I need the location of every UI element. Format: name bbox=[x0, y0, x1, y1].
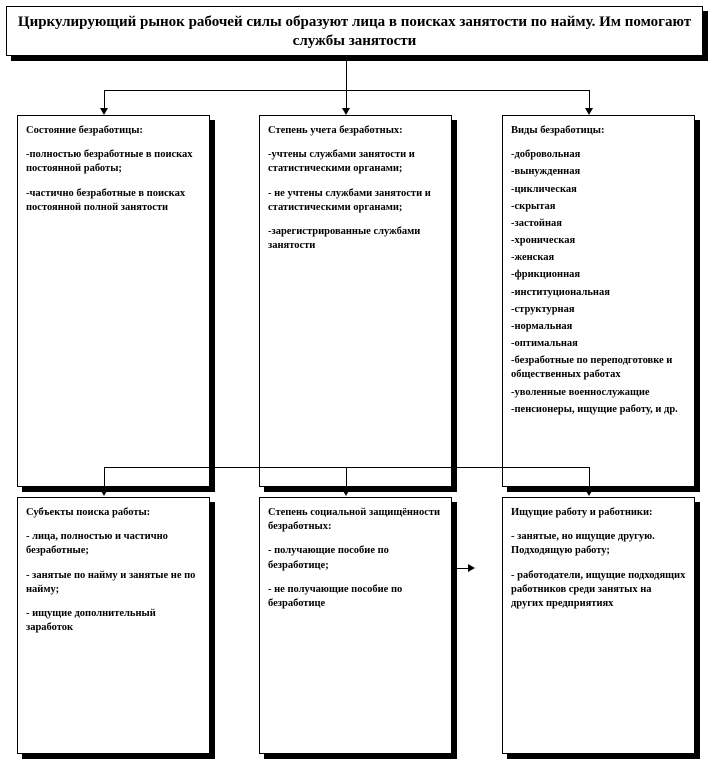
arrow-col3-row2 bbox=[585, 489, 593, 496]
row1-col1-list bbox=[26, 148, 201, 215]
row2-col1-list bbox=[26, 530, 201, 635]
arrow-col2-row1 bbox=[342, 108, 350, 115]
row2-col2-heading: Степень социальной защищённости безработных: bbox=[268, 507, 441, 533]
list-item: - ищущие дополнительный заработок bbox=[26, 607, 156, 634]
row1-col1-box bbox=[17, 115, 210, 487]
row1-col2-list bbox=[268, 148, 443, 253]
list-item: -оптимальная bbox=[511, 338, 578, 350]
row1-col1-heading: Состояние безработицы: bbox=[26, 125, 143, 136]
title-box: Циркулирующий рынок рабочей силы образуют лица в поисках занятости по найму. Им помогают службы занятости bbox=[6, 6, 703, 56]
list-item: -институциональная bbox=[511, 286, 610, 298]
list-item: -полностью безработные в поисках постоянной работы; bbox=[26, 149, 193, 175]
arrow-col1-row1 bbox=[100, 108, 108, 115]
branch-line-row2-col2 bbox=[346, 467, 347, 490]
branch-line-col2 bbox=[346, 90, 347, 109]
list-item: - не получающие пособие по безработице bbox=[268, 583, 403, 609]
row1-col3-box bbox=[502, 115, 695, 487]
list-item: -учтены службами занятости и статистическими органами; bbox=[268, 149, 415, 175]
list-item: -нормальная bbox=[511, 320, 573, 332]
row2-col1-box bbox=[17, 497, 210, 754]
list-item: -женская bbox=[511, 252, 555, 264]
list-item: -пенсионеры, ищущие работу, и др. bbox=[511, 403, 678, 415]
list-item: - занятые, но ищущие другую. Подходящую работу; bbox=[511, 531, 655, 557]
list-item: - не учтены службами занятости и статистическими органами; bbox=[268, 187, 431, 213]
row1-col2-box bbox=[259, 115, 452, 487]
list-item: -скрытая bbox=[511, 200, 556, 212]
arrow-cross-row2 bbox=[468, 564, 475, 572]
list-item: -зарегистрированные службами занятости bbox=[268, 225, 421, 252]
list-item: -структурная bbox=[511, 303, 575, 315]
list-item: -фрикционная bbox=[511, 269, 581, 281]
row2-col3-heading: Ищущие работу и работники: bbox=[511, 507, 653, 518]
title-connector-vertical bbox=[346, 56, 347, 90]
branch-line-row2-col3 bbox=[589, 467, 590, 490]
row1-col3-heading: Виды безработицы: bbox=[511, 125, 605, 136]
list-item: -частично безработные в поисках постоянной полной занятости bbox=[26, 187, 186, 213]
branch-line-row2-col1 bbox=[104, 467, 105, 490]
list-item: - работодатели, ищущие подходящих работников среди занятых на других предприятиях bbox=[511, 569, 686, 609]
list-item: - лица, полностью и частично безработные; bbox=[26, 531, 168, 557]
list-item: - получающие пособие по безработице; bbox=[268, 545, 389, 571]
list-item: -безработные по переподготовке и общественных работах bbox=[511, 355, 673, 381]
row2-col2-box bbox=[259, 497, 452, 754]
list-item: -вынужденная bbox=[511, 166, 581, 178]
list-item: -циклическая bbox=[511, 183, 577, 195]
row2-col2-list bbox=[268, 544, 443, 611]
row1-col3-list bbox=[511, 148, 686, 417]
list-item: -застойная bbox=[511, 217, 562, 229]
list-item: -добровольная bbox=[511, 149, 581, 161]
row2-col3-box bbox=[502, 497, 695, 754]
branch-line-col3 bbox=[589, 90, 590, 109]
row2-col1-heading: Субъекты поиска работы: bbox=[26, 507, 151, 518]
arrow-col3-row1 bbox=[585, 108, 593, 115]
branch-line-col1 bbox=[104, 90, 105, 109]
list-item: -уволенные военнослужащие bbox=[511, 386, 650, 398]
list-item: -хроническая bbox=[511, 235, 576, 247]
arrow-col2-row2 bbox=[342, 489, 350, 496]
list-item: - занятые по найму и занятые не по найму; bbox=[26, 569, 196, 595]
row2-col3-list bbox=[511, 530, 686, 611]
arrow-col1-row2 bbox=[100, 489, 108, 496]
row1-col2-heading: Степень учета безработных: bbox=[268, 125, 403, 136]
